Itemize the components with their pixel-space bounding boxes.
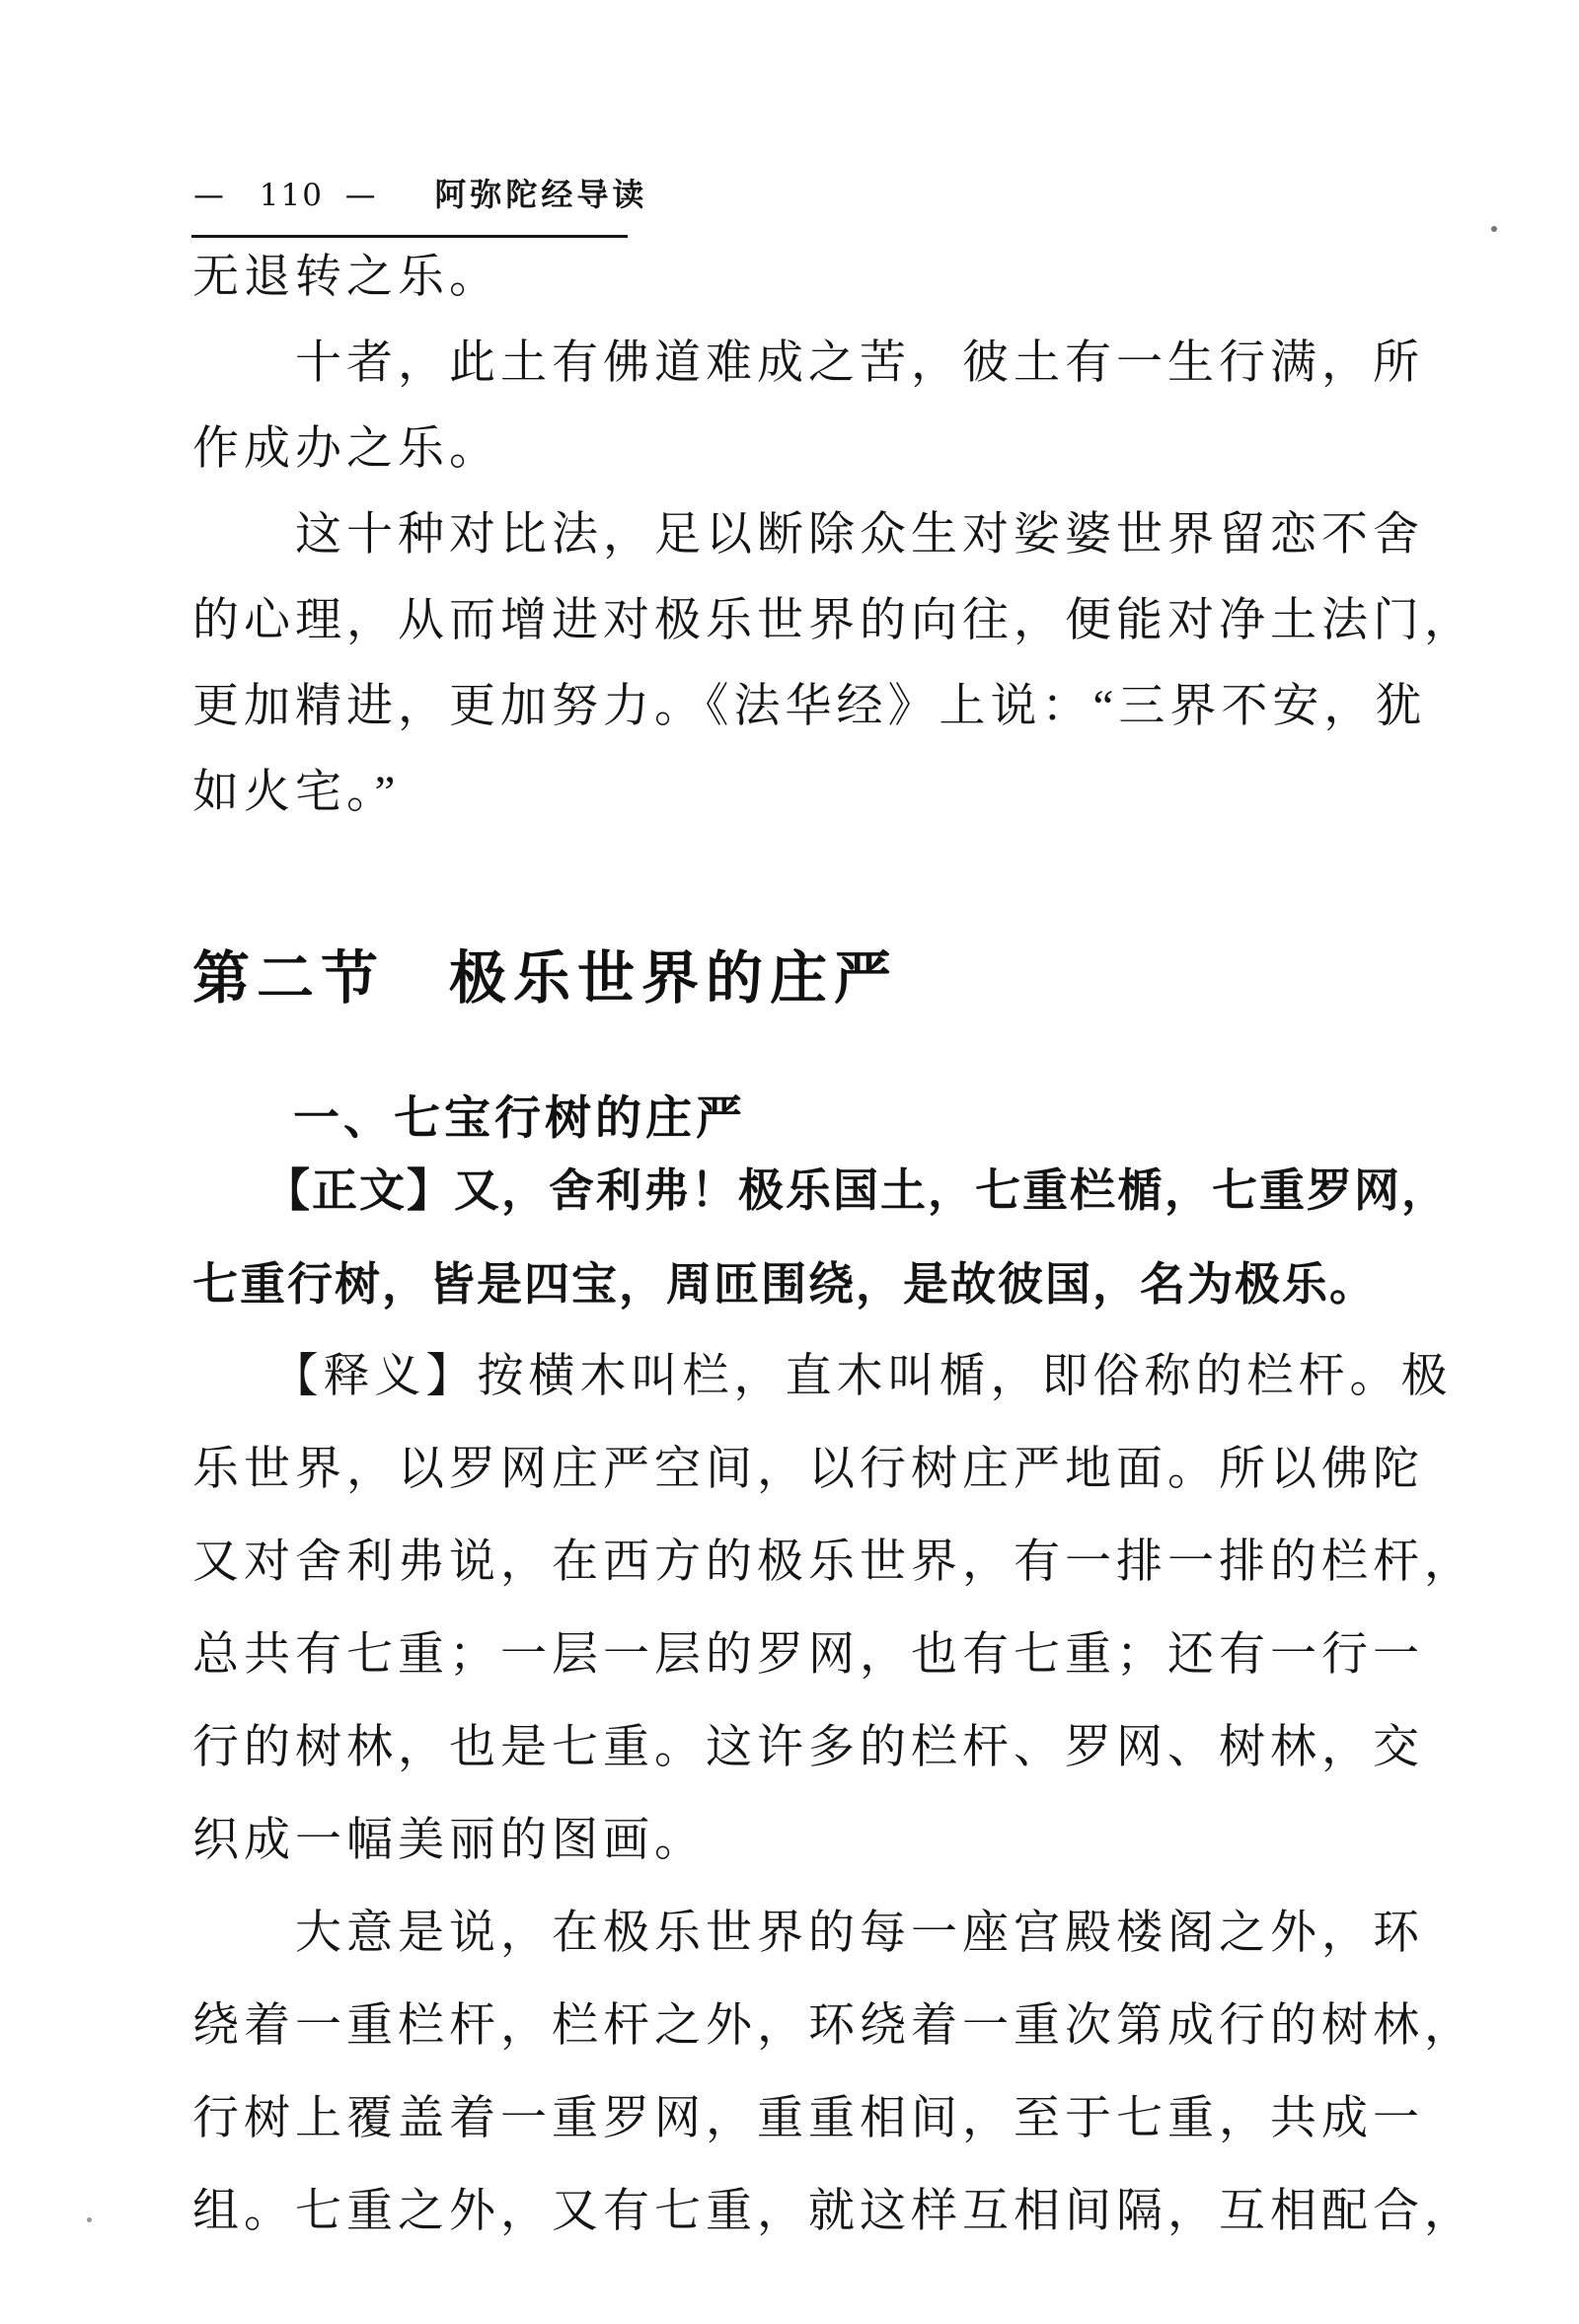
header-rule (191, 235, 628, 238)
text-line: 这十种对比法，足以断除众生对娑婆世界留恋不舍 (192, 509, 1424, 561)
text-line: 如火宅。” (192, 767, 401, 818)
commentary-line: 织成一幅美丽的图画。 (192, 1815, 706, 1866)
header-dash-left: — (193, 178, 224, 213)
text-line: 作成办之乐。 (192, 423, 500, 475)
commentary-line: 【释义】按横木叫栏，直木叫楯，即俗称的栏杆。极 (192, 1351, 1453, 1402)
text-line: 十者，此土有佛道难成之苦，彼土有一生行满，所 (192, 337, 1424, 389)
scripture-line: 七重行树，皆是四宝，周匝围绕，是故彼国，名为极乐。 (192, 1257, 1377, 1311)
text-line: 更加精进，更加努力。《法华经》上说：“三界不安，犹 (192, 681, 1427, 732)
scan-artifact-dot (87, 2217, 92, 2222)
scan-artifact-dot (1491, 226, 1497, 232)
section-heading: 第二节 极乐世界的庄严 (192, 944, 899, 1012)
summary-line: 组。七重之外，又有七重，就这样互相间隔，互相配合， (192, 2186, 1475, 2237)
book-title: 阿弥陀经导读 (434, 176, 648, 213)
page-number: 110 (259, 178, 324, 213)
commentary-line: 行的树林，也是七重。这许多的栏杆、罗网、树林，交 (192, 1722, 1424, 1773)
summary-line: 行树上覆盖着一重罗网，重重相间，至于七重，共成一 (192, 2093, 1424, 2144)
commentary-line: 又对舍利弗说，在西方的极乐世界，有一排一排的栏杆， (192, 1537, 1475, 1588)
text-line: 的心理，从而增进对极乐世界的向往，便能对净土法门， (192, 595, 1475, 646)
subsection-heading: 一、七宝行树的庄严 (192, 1091, 746, 1146)
scripture-line: 【正文】又，舍利弗！极乐国土，七重栏楯，七重罗网， (192, 1163, 1449, 1217)
commentary-line: 总共有七重；一层一层的罗网，也有七重；还有一行一 (192, 1629, 1424, 1681)
commentary-line: 乐世界，以罗网庄严空间，以行树庄严地面。所以佛陀 (192, 1444, 1424, 1495)
summary-line: 大意是说，在极乐世界的每一座宫殿楼阁之外，环 (192, 1908, 1424, 1959)
summary-line: 绕着一重栏杆，栏杆之外，环绕着一重次第成行的树林， (192, 2000, 1475, 2052)
text-line: 无退转之乐。 (192, 252, 500, 303)
header-dash-right: — (344, 178, 376, 213)
page-header (193, 170, 647, 215)
